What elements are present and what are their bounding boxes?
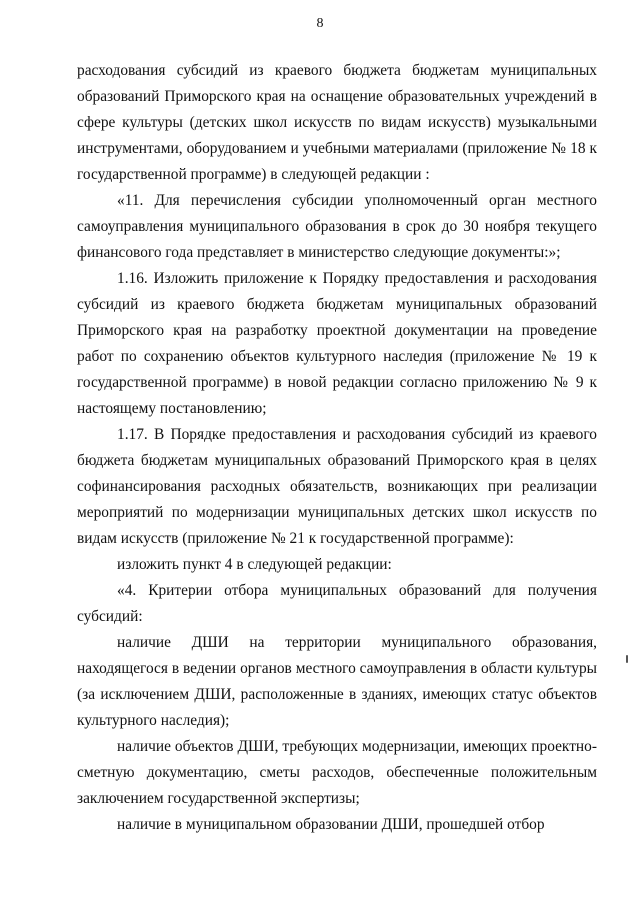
- paragraph-criteria-heading: «4. Критерии отбора муниципальных образований для получения субсидий:: [77, 582, 597, 625]
- paragraph-point-4-intro: изложить пункт 4 в следующей редакции:: [117, 556, 392, 573]
- scan-artifact-mark: [626, 655, 628, 663]
- paragraph-criterion-3: наличие в муниципальном образовании ДШИ, прошедшей отбор: [117, 816, 545, 833]
- paragraph-criterion-2: наличие объектов ДШИ, требующих модернизации, имеющих проектно-сметную документацию, сметы расходов, обеспеченные положительным заключением государственной экспертизы;: [77, 738, 597, 807]
- paragraph-item-1-17: 1.17. В Порядке предоставления и расходования субсидий из краевого бюджета бюджетам муниципальных образований Приморского края в целях софинансирования расходных обязательств, возникающих при реализации мероприятий по модернизации муниципальных детских школ искусств по видам искусств (приложение № 21 к государственной программе):: [77, 426, 597, 547]
- document-body: [77, 58, 597, 838]
- page-number: 8: [316, 16, 324, 31]
- paragraph-continuation: расходования субсидий из краевого бюджета бюджетам муниципальных образований Приморского края на оснащение образовательных учреждений в сфере культуры (детских школ искусств по видам искусств) музыкальными инструментами, оборудованием и учебными материалами (приложение № 18 к государственной программе) в следующей редакции :: [77, 62, 597, 183]
- paragraph-clause-11: «11. Для перечисления субсидии уполномоченный орган местного самоуправления муниципального образования в срок до 30 ноября текущего финансового года представляет в министерство следующие документы:»;: [77, 192, 597, 261]
- paragraph-item-1-16: 1.16. Изложить приложение к Порядку предоставления и расходования субсидий из краевого бюджета бюджетам муниципальных образований Приморского края на разработку проектной документации на проведение работ по сохранению объектов культурного наследия (приложение № 19 к государственной программе) в новой редакции согласно приложению № 9 к настоящему постановлению;: [77, 270, 597, 417]
- paragraph-criterion-1: наличие ДШИ на территории муниципального образования, находящегося в ведении органов местного самоуправления в области культуры (за исключением ДШИ, расположенные в зданиях, имеющих статус объектов культурного наследия);: [77, 634, 597, 729]
